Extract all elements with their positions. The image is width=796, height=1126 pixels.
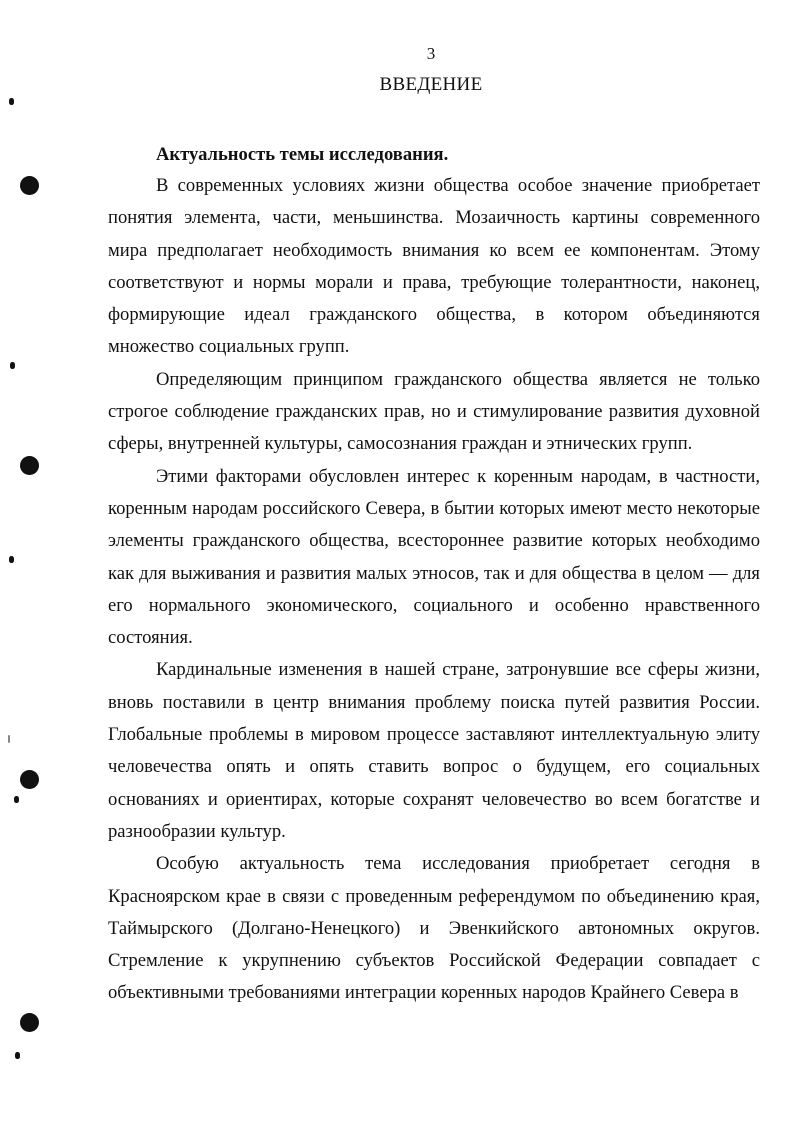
binding-mark <box>8 735 10 743</box>
binding-mark <box>10 362 15 369</box>
paragraph: Этими факторами обусловлен интерес к коренным народам, в частности, коренным народам российского Севера, в бытии которых имеют место некоторые элементы гражданского общества, всестороннее развитие которых необходимо как для выживания и развития малых этносов, так и для общества в целом — для его нормального экономического, социального и особенно нравственного состояния. <box>108 465 760 649</box>
page-number: 3 <box>426 44 436 63</box>
binding-mark <box>9 556 14 563</box>
page-title: ВВЕДЕНИЕ <box>379 74 483 95</box>
paragraph: Кардинальные изменения в нашей стране, затронувшие все сферы жизни, вновь поставили в центр внимания проблему поиска путей развития России. Глобальные проблемы в мировом процессе заставляют интеллектуальную элиту человечества опять и опять ставить вопрос о будущем, его социальных основаниях и ориентирах, которые сохранят человечество во всем богатстве и разнообразии культур. <box>108 659 760 842</box>
document-body <box>108 140 760 1010</box>
paragraph: В современных условиях жизни общества особое значение приобретает понятия элемента, части, меньшинства. Мозаичность картины современного мира предполагает необходимость внимания ко всем ее компонентам. Этому соответствуют и нормы морали и права, требующие толерантности, наконец, формирующие идеал гражданского общества, в котором объединяются множество социальных групп. <box>108 175 760 358</box>
binding-mark <box>15 1052 20 1059</box>
binding-mark <box>14 796 19 803</box>
binding-mark <box>9 98 14 105</box>
binding-hole <box>20 770 39 789</box>
paragraph: Особую актуальность тема исследования приобретает сегодня в Красноярском крае в связи с проведенным референдумом по объединению края, Таймырского (Долгано-Ненецкого) и Эвенкийского автономных округов. Стремление к укрупнению субъектов Российской Федерации совпадает с объективными требованиями интеграции коренных народов Крайнего Севера в <box>108 853 760 1004</box>
section-heading: Актуальность темы исследования. <box>156 144 449 165</box>
paragraph: Определяющим принципом гражданского общества является не только строгое соблюдение гражданских прав, но и стимулирование развития духовной сферы, внутренней культуры, самосознания граждан и этнических групп. <box>108 368 760 455</box>
binding-hole <box>20 176 39 195</box>
binding-hole <box>20 1013 39 1032</box>
binding-hole <box>20 456 39 475</box>
